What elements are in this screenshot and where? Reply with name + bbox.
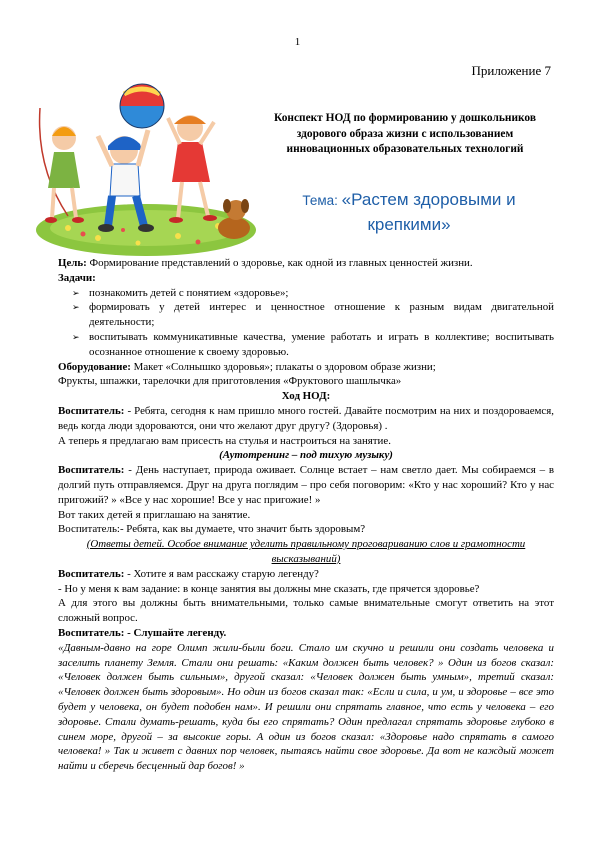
arrow-bullet-icon: ➢ [72, 331, 80, 342]
teacher-label-plain: Воспитатель: [58, 523, 120, 536]
equipment-label: Оборудование: [58, 360, 131, 373]
equipment-paragraph-2: Фрукты, шпажки, тарелочки для приготовления «Фруктового шашлычка» [58, 375, 402, 388]
paragraph-5 [58, 522, 554, 537]
legend-text: «Давным-давно на горе Олимп жили-были боги. Стало им скучно и решили они создать человека и заселить планету Земля. Стали они решать: «Каким должен быть человек? » Один из богов сказал: «Человек должен быть сильным», другой сказал: «Человек должен быть умным», третий сказал: «Человек должен быть здоровым». Но один из богов сказал так: «Если и сила, и ум, и здоровье – все это будет у человека, он будет подобен нам». И решили они спрятать главное, что есть у человека – его здоровье. Стали думать-решать, куда бы его спрятать? Один предлагал спрятать здоровье глубоко в синем море, другой – за высокие горы. А один из богов сказал: «Здоровье надо спрятать в самого человека! » Так и живет с давних пор человек, пытаясь найти свое здоровье. Да вот не каждый может найти и сберечь бесценный дар богов! » [58, 641, 554, 773]
document-title: Конспект НОД по формированию у дошкольников здорового образа жизни с использованием инновационных образовательных технологий [274, 112, 536, 155]
paragraph-text: - День наступает, природа оживает. Солнце встает – нам светло дает. Мы собираемся – в долгий путь отправляемся. Друг на друга поглядим – про себя поговорим: «Кто у нас хороший? Кто у нас пригожий? » «Все у нас хорошие! Все у нас пригожие! » [58, 464, 554, 506]
children-playing-ball-illustration [28, 78, 258, 256]
paragraph-4: Вот таких детей я приглашаю на занятие. [58, 508, 251, 521]
paragraph-2: А теперь я предлагаю вам присесть на стулья и настроиться на занятие. [58, 434, 391, 447]
listen-legend-text: - Слушайте легенду. [124, 626, 227, 639]
paragraph-8: А для этого вы должны быть внимательными, только самые внимательные смогут ответить на этот сложный вопрос. [58, 597, 554, 625]
paragraph-text: - Хотите я вам расскажу старую легенду? [124, 567, 319, 580]
paragraph-text: - Ребята, как вы думаете, что значит быть здоровым? [119, 523, 366, 536]
paragraph-6 [58, 567, 554, 582]
goal-text: Формирование представлений о здоровье, как одной из главных ценностей жизни. [86, 257, 473, 269]
goal-paragraph [58, 256, 554, 271]
teacher-label: Воспитатель: [58, 626, 125, 639]
tasks-label: Задачи: [58, 271, 96, 284]
appendix-label: Приложение 7 [471, 63, 551, 78]
paragraph-3 [58, 463, 554, 507]
teacher-label: Воспитатель: [58, 464, 125, 477]
task-text: воспитывать коммуникативные качества, умение работать и играть в коллективе; воспитывать осознанное отношение к своему здоровью. [89, 330, 554, 358]
paragraph-1 [58, 404, 554, 434]
equipment-paragraph [58, 360, 554, 375]
equipment-text: Макет «Солнышко здоровья»; плакаты о здоровом образе жизни; [130, 360, 436, 373]
arrow-bullet-icon: ➢ [72, 287, 80, 298]
paragraph-7: - Но у меня к вам задание: в конце занятия вы должны мне сказать, где прячется здоровье? [58, 582, 480, 595]
autotraining-note: (Аутотренинг – под тихую музыку) [219, 449, 393, 462]
paragraph-text: - Ребята, сегодня к нам пришло много гостей. Давайте посмотрим на них и поздороваемся, ведь когда люди здороваются, они что желают друг другу? (Здоровья) . [58, 404, 554, 432]
tasks-list [58, 286, 554, 360]
arrow-bullet-icon: ➢ [72, 302, 80, 313]
course-heading: Ход НОД: [281, 390, 331, 403]
list-item [58, 300, 554, 330]
page-number: 1 [294, 36, 301, 48]
teacher-label: Воспитатель: [58, 404, 125, 417]
topic-value: «Растем здоровыми и крепкими» [341, 190, 516, 234]
list-item [58, 330, 554, 360]
listen-legend [58, 626, 554, 641]
answers-note: (Ответы детей. Особое внимание уделить правильному проговариванию слов и грамотности высказываний) [86, 538, 526, 565]
task-text: познакомить детей с понятием «здоровье»; [89, 286, 289, 299]
list-item [58, 286, 554, 301]
task-text: формировать у детей интерес и ценностное отношение к разным видам двигательной деятельности; [89, 301, 554, 329]
topic-label: Тема: [302, 193, 342, 208]
topic-block [268, 188, 550, 238]
goal-label: Цель: [58, 257, 87, 269]
document-body [58, 256, 554, 774]
teacher-label: Воспитатель: [58, 567, 125, 580]
